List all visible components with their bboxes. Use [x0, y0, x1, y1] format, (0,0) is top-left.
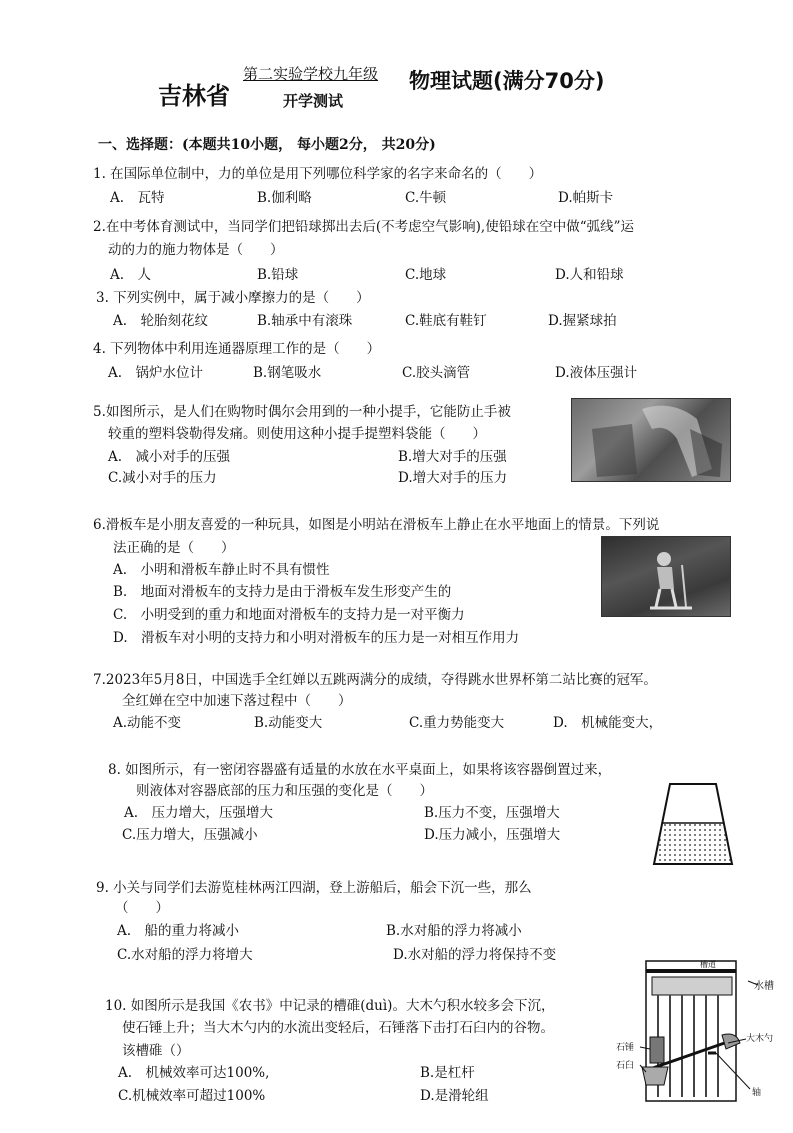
q4-option-c: C.胶头滴管	[402, 365, 471, 381]
question-9-stem-line2: （ ）	[115, 900, 169, 916]
q10-option-c: C.机械效率可超过100%	[118, 1088, 266, 1104]
q8-option-a: A. 压力增大，压强增大	[124, 805, 274, 821]
q7-option-b: B.动能变大	[254, 715, 323, 731]
q7-option-a: A.动能不变	[113, 715, 182, 731]
question-2-stem: 2.在中考体育测试中，当同学们把铅球掷出去后(不考虑空气影响),使铅球在空中做“弧线”运	[93, 219, 635, 235]
q2-option-c: C.地球	[405, 267, 447, 283]
q5-option-b: B.增大对手的压强	[398, 449, 507, 465]
handle-photo-illustration	[572, 399, 730, 481]
question-5-stem: 5.如图所示，是人们在购物时偶尔会用到的一种小提手，它能防止手被	[93, 404, 511, 420]
water-pestle-figure	[612, 957, 782, 1107]
question-6-stem-line2: 法正确的是（ ）	[113, 540, 235, 556]
q5-option-c: C.减小对手的压力	[108, 470, 217, 486]
q5-option-d: D.增大对手的压力	[398, 470, 508, 486]
question-5-stem-line2: 较重的塑料袋勒得发痛。则使用这种小提手提塑料袋能（ ）	[108, 426, 486, 442]
q8-option-c: C.压力增大，压强减小	[122, 827, 258, 843]
question-10-stem: 10. 如图所示是我国《农书》中记录的槽碓(duì)。大木勺积水较多会下沉，	[105, 998, 555, 1014]
question-9-stem: 9. 小关与同学们去游览桂林两江四湖，登上游船后，船会下沉一些，那么	[96, 880, 532, 896]
q1-option-a: A. 瓦特	[110, 190, 165, 206]
question-1-stem: 1. 在国际单位制中，力的单位是用下列哪位科学家的名字来命名的（ ）	[93, 166, 543, 182]
q3-option-a: A. 轮胎刻花纹	[113, 313, 209, 329]
q1-option-b: B.伽利略	[257, 190, 312, 206]
closed-container-figure	[648, 778, 738, 870]
question-10-stem-line3: 该槽碓（）	[122, 1043, 190, 1059]
province-title: 吉林省	[158, 82, 230, 110]
question-2-stem-line2: 动的力的施力物体是（ ）	[108, 242, 284, 258]
fig10-label-channel: 槽道	[700, 960, 716, 969]
q6-option-d: D. 滑板车对小明的支持力和小明对滑板车的压力是一对相互作用力	[113, 630, 520, 646]
fig10-label-mortar: 石臼	[616, 1061, 635, 1071]
fig10-label-trough: 水槽	[754, 981, 774, 992]
q8-option-b: B.压力不变，压强增大	[424, 805, 560, 821]
exam-title: 物理试题(满分70分)	[409, 69, 605, 93]
q9-option-b: B.水对船的浮力将减小	[386, 923, 522, 939]
q6-option-a: A. 小明和滑板车静止时不具有惯性	[113, 562, 330, 578]
q8-option-d: D.压力减小，压强增大	[424, 827, 561, 843]
q4-option-a: A. 锅炉水位计	[108, 365, 204, 381]
q9-option-a: A. 船的重力将减小	[117, 923, 240, 939]
shopping-bag-handle-photo	[571, 398, 731, 482]
q7-option-d: D. 机械能变大，	[553, 715, 663, 731]
question-8-stem: 8. 如图所示，有一密闭容器盛有适量的水放在水平桌面上，如果将该容器倒置过来，	[108, 762, 612, 778]
q9-option-c: C.水对船的浮力将增大	[117, 947, 253, 963]
question-6-stem: 6.滑板车是小朋友喜爱的一种玩具，如图是小明站在滑板车上静止在水平地面上的情景。下列说	[93, 517, 660, 533]
question-8-stem-line2: 则液体对容器底部的压力和压强的变化是（ ）	[136, 783, 433, 799]
q2-option-d: D.人和铅球	[555, 267, 624, 283]
q4-option-b: B.钢笔吸水	[253, 365, 322, 381]
scooter-photo	[601, 536, 731, 617]
question-3-stem: 3. 下列实例中，属于减小摩擦力的是（ ）	[96, 290, 370, 306]
q3-option-d: D.握紧球拍	[548, 313, 617, 329]
q4-option-d: D.液体压强计	[555, 365, 638, 381]
school-name: 第二实验学校九年级	[243, 65, 379, 83]
fig10-label-hammer: 石锤	[616, 1043, 635, 1053]
q10-option-b: B.是杠杆	[420, 1065, 475, 1081]
q1-option-c: C.牛顿	[405, 190, 447, 206]
question-7-stem-line2: 全红婵在空中加速下落过程中（ ）	[122, 693, 352, 709]
q10-option-a: A. 机械效率可达100%,	[118, 1065, 270, 1081]
q3-option-b: B.轴承中有滚珠	[257, 313, 353, 329]
q9-option-d: D.水对船的浮力将保持不变	[393, 947, 557, 963]
q7-option-c: C.重力势能变大	[409, 715, 505, 731]
fig10-label-axle: 轴	[752, 1088, 762, 1098]
q2-option-a: A. 人	[110, 267, 152, 283]
q6-option-c: C. 小明受到的重力和地面对滑板车的支持力是一对平衡力	[113, 607, 465, 623]
fig10-label-ladle: 大木勺	[746, 1034, 774, 1044]
q6-option-b: B. 地面对滑板车的支持力是由于滑板车发生形变产生的	[113, 584, 452, 600]
scooter-photo-illustration	[602, 537, 730, 616]
q10-option-d: D.是滑轮组	[420, 1088, 489, 1104]
q1-option-d: D.帕斯卡	[558, 190, 614, 206]
section-heading: 一、选择题：(本题共10小题， 每小题2分， 共20分)	[98, 137, 436, 153]
q2-option-b: B.铅球	[257, 267, 299, 283]
q5-option-a: A. 减小对手的压强	[108, 449, 231, 465]
exam-subtitle: 开学测试	[283, 92, 344, 110]
question-10-stem-line2: 使石锤上升；当大木勺内的水流出变轻后，石锤落下击打石臼内的谷物。	[122, 1020, 554, 1036]
q3-option-c: C.鞋底有鞋钉	[405, 313, 487, 329]
question-7-stem: 7.2023年5月8日，中国选手全红婵以五跳两满分的成绩，夺得跳水世界杯第二站比赛的冠军。	[93, 672, 657, 688]
question-4-stem: 4. 下列物体中利用连通器原理工作的是（ ）	[93, 341, 381, 357]
